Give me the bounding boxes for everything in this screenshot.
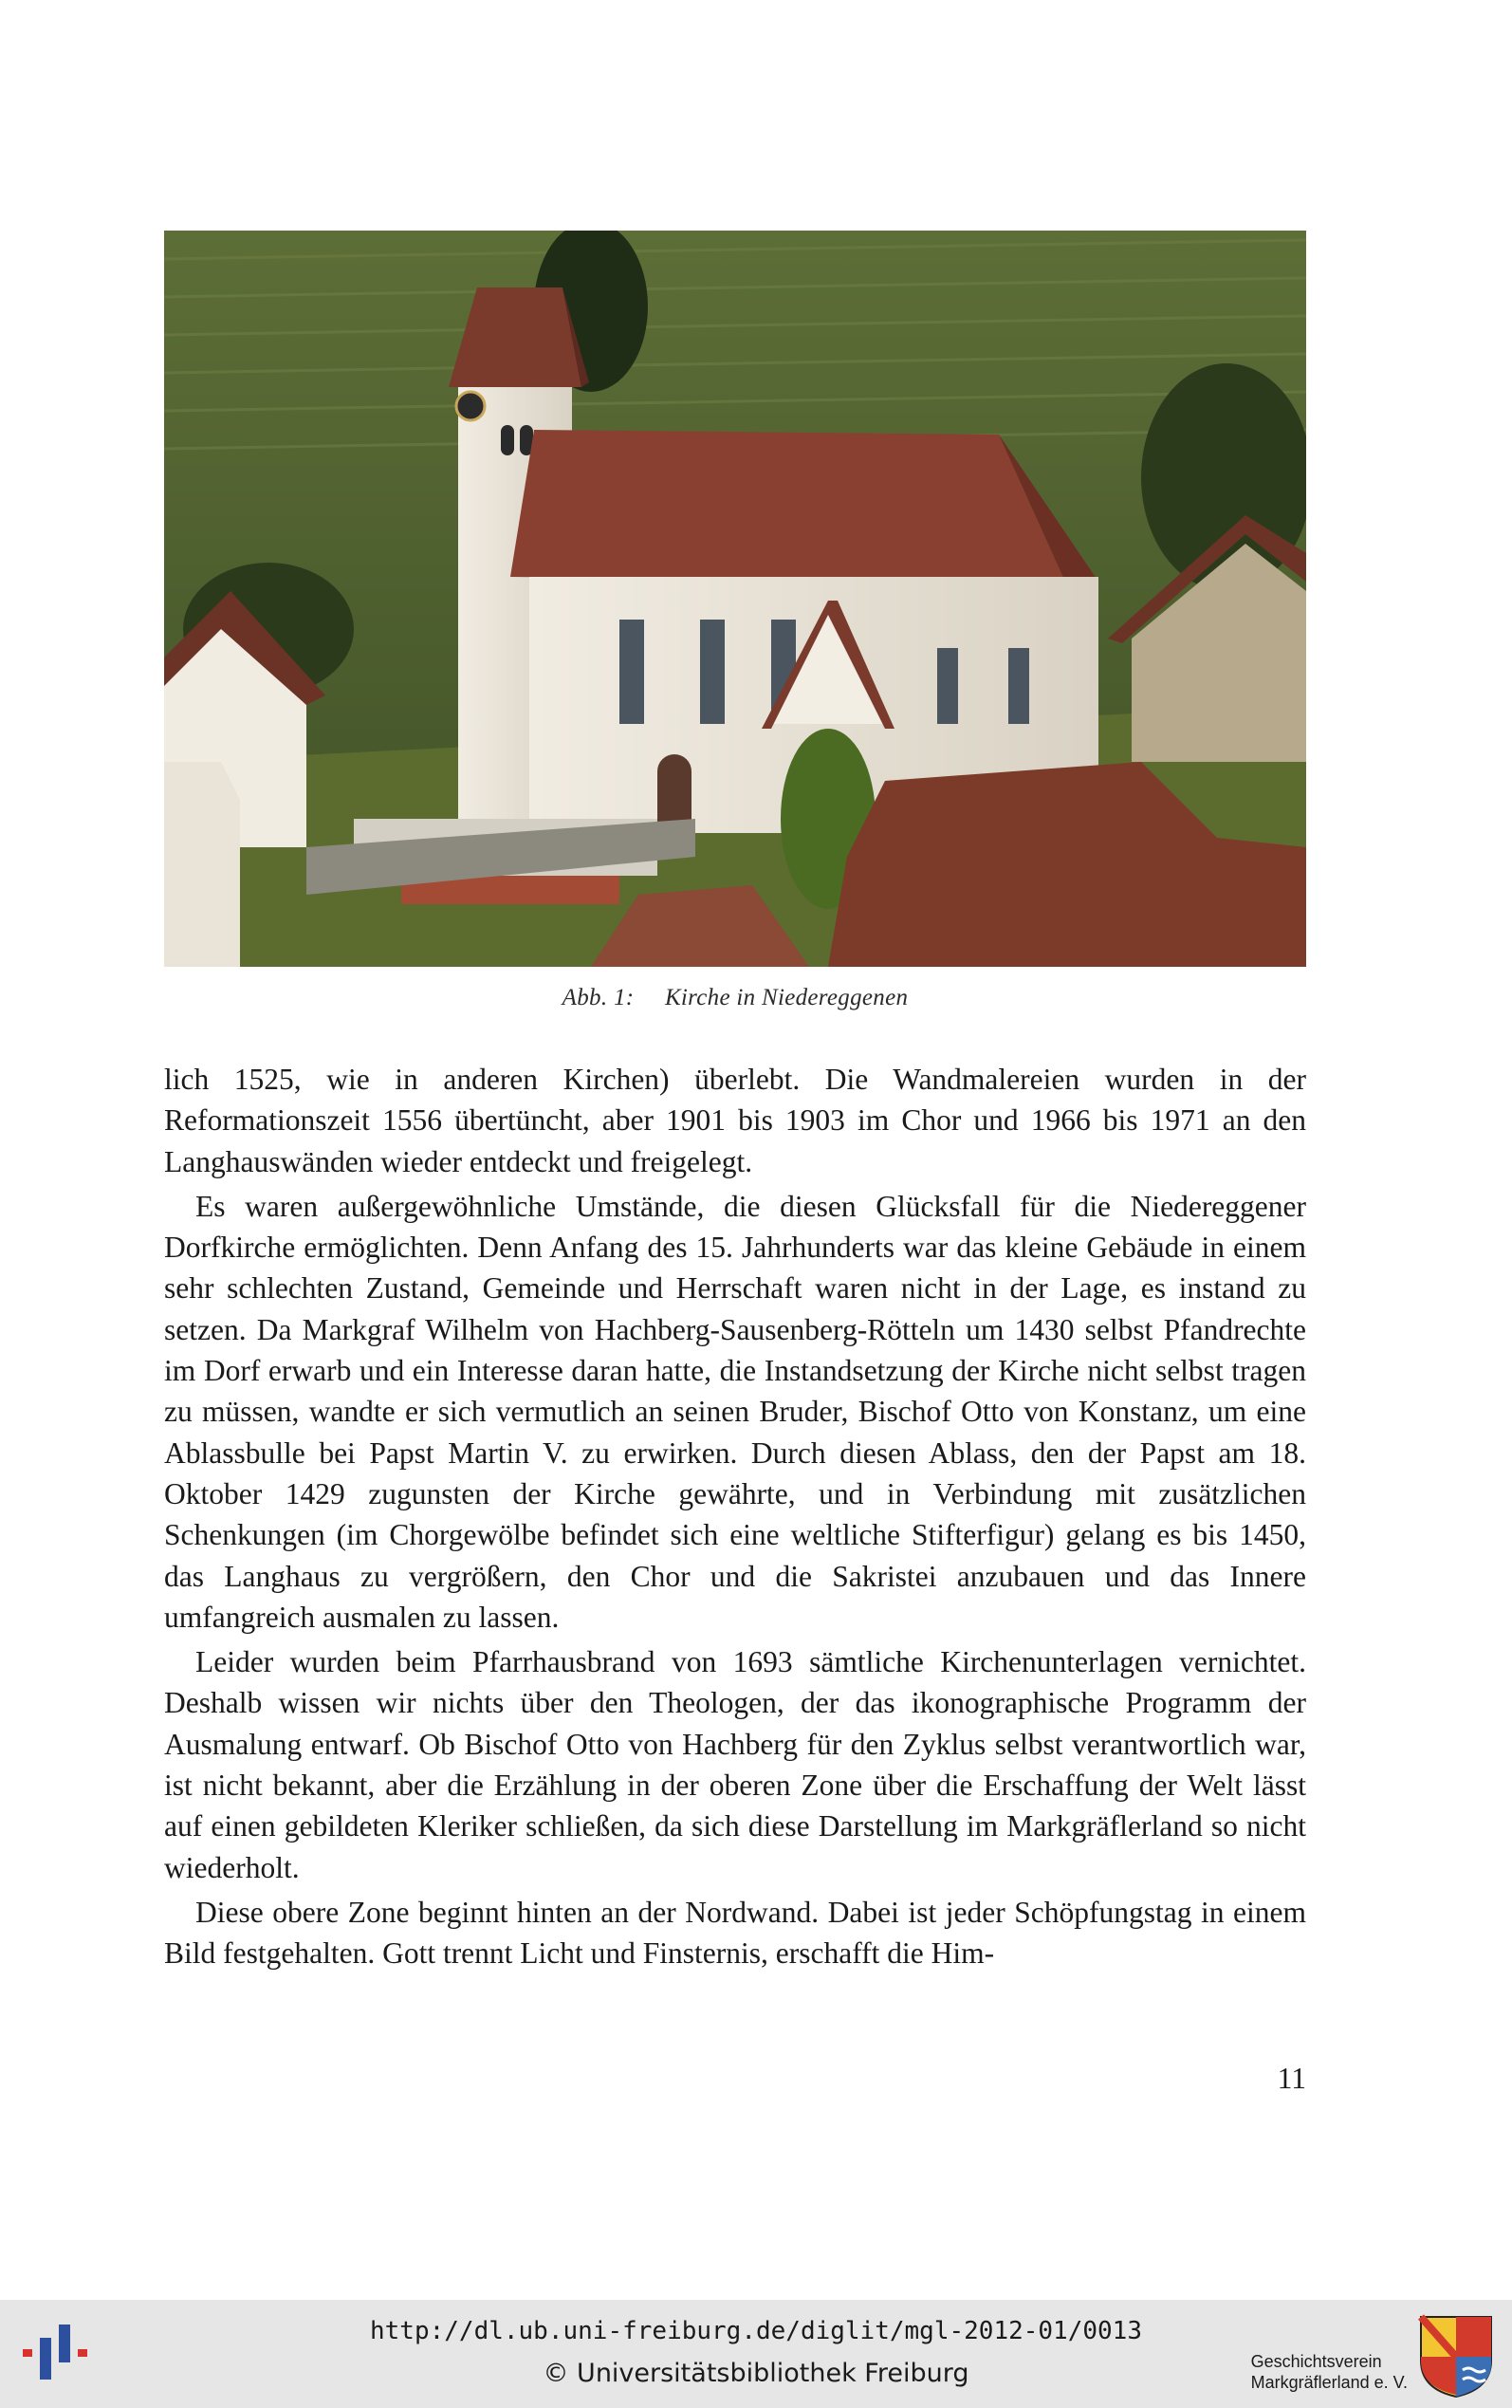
society-name — [1251, 2351, 1408, 2393]
church-illustration — [164, 231, 1306, 967]
body-text — [164, 1059, 1306, 1978]
society-name-line2: Markgräflerland e. V. — [1250, 2373, 1408, 2392]
paragraph: Diese obere Zone beginnt hinten an der Nordwand. Dabei ist jeder Schöpfungstag in einem Bild festgehalten. Gott trennt Licht und Finsternis, erschafft die Him- — [164, 1895, 1306, 1971]
footer-bar — [0, 2300, 1512, 2408]
church-photo — [164, 231, 1306, 967]
document-url-link[interactable]: http://dl.ub.uni-freiburg.de/diglit/mgl-2012-01/0013 — [370, 2317, 1142, 2345]
paragraph: Leider wurden beim Pfarrhausbrand von 1693 sämtliche Kirchenunterlagen vernichtet. Deshalb wissen wir nichts über den Theologen, der das ikonographische Programm der Ausmalung entwarf. Ob Bischof Otto von Hachberg für den Zyklus selbst verantwortlich war, ist nicht bekannt, aber die Erzählung in der oberen Zone über die Erschaffung der Welt lässt auf einen gebildeten Kleriker schließen, da sich diese Darstellung im Markgräflerland so nicht wiederholt. — [164, 1645, 1306, 1884]
caption-text: Kirche in Niedereggenen — [664, 985, 909, 1010]
paragraph: Es waren außergewöhnliche Umstände, die diesen Glücksfall für die Niedereggener Dorfkirche ermöglichten. Denn Anfang des 15. Jahrhunderts war das kleine Gebäude in einem sehr schlechten Zustand, Gemeinde und Herrschaft waren nicht in der Lage, es instand zu setzen. Da Markgraf Wilhelm von Hachberg-Sausenberg-Rötteln um 1430 selbst Pfandrechte im Dorf erwarb und ein Interesse daran hatte, die Instandsetzung der Kirche nicht selbst tragen zu müssen, wandte er sich vermutlich an seinen Bruder, Bischof Otto von Konstanz, um eine Ablassbulle bei Papst Martin V. zu erwirken. Durch diesen Ablass, den der Papst am 18. Oktober 1429 zugunsten der Kirche gewährte, und in Verbindung mit zusätzlichen Schenkungen (im Chorgewölbe befindet sich eine weltliche Stifterfigur) gelang es bis 1450, das Langhaus zu vergrößern, den Chor und die Sakristei anzubauen und das Innere umfangreich ausmalen zu lassen. — [164, 1189, 1306, 1634]
figure-caption — [164, 985, 1306, 1011]
page-number: 11 — [1277, 2062, 1306, 2095]
paragraph: lich 1525, wie in anderen Kirchen) überlebt. Die Wandmalereien wurden in der Reformationszeit 1556 übertüncht, aber 1901 bis 1903 im Chor und 1966 bis 1971 an den Langhauswänden wieder entdeckt und freigelegt. — [164, 1063, 1306, 1178]
caption-label: Abb. 1: — [562, 985, 635, 1010]
copyright-text: © Universitätsbibliothek Freiburg — [543, 2359, 969, 2388]
society-name-line1: Geschichtsverein — [1250, 2352, 1382, 2371]
coat-of-arms-icon — [1417, 2313, 1495, 2399]
